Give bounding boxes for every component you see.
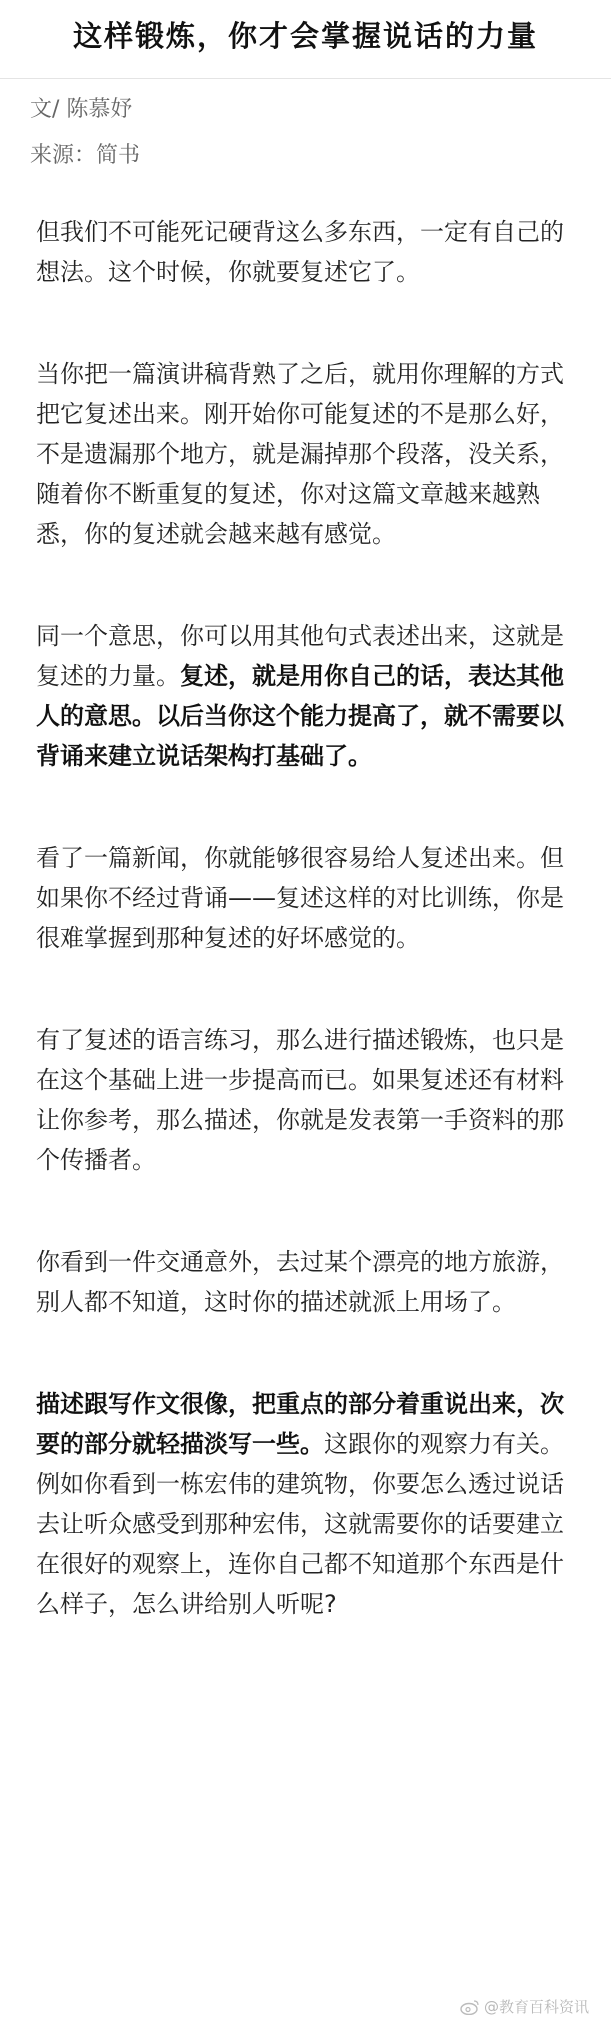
paragraph bbox=[36, 1242, 576, 1322]
watermark-text: @教育百科资讯 bbox=[483, 1998, 589, 2016]
watermark bbox=[460, 1996, 589, 2017]
weibo-icon bbox=[460, 1999, 480, 2015]
bold-text: 描述跟写作文很像，把重点的部分着重说出来，次要的部分就轻描淡写一些。 bbox=[36, 1390, 564, 1458]
paragraph-text: 看了一篇新闻，你就能够很容易给人复述出来。但如果你不经过背诵——复述这样的对比训练，你是很难掌握到那种复述的好坏感觉的。 bbox=[36, 844, 564, 952]
paragraph bbox=[36, 1384, 576, 1624]
paragraph-text: 但我们不可能死记硬背这么多东西，一定有自己的想法。这个时候，你就要复述它了。 bbox=[36, 218, 564, 286]
article-title: 这样锻炼，你才会掌握说话的力量 bbox=[72, 19, 538, 53]
source-line: 来源：简书 bbox=[30, 143, 141, 168]
paragraph-text: 当你把一篇演讲稿背熟了之后，就用你理解的方式把它复述出来。刚开始你可能复述的不是那么好，不是遗漏那个地方，就是漏掉那个段落，没关系，随着你不断重复的复述，你对这篇文章越来越熟悉，你的复述就会越来越有感觉。 bbox=[36, 360, 564, 548]
paragraph bbox=[36, 1020, 576, 1180]
author-line: 文/ 陈慕妤 bbox=[30, 97, 133, 122]
title-bar bbox=[0, 0, 611, 79]
paragraph bbox=[36, 212, 576, 292]
bold-text: 复述，就是用你自己的话，表达其他人的意思。以后当你这个能力提高了，就不需要以背诵来建立说话架构打基础了。 bbox=[36, 662, 564, 770]
paragraph-text: 同一个意思，你可以用其他句式表述出来，这就是复述的力量。 bbox=[36, 622, 564, 690]
article-body bbox=[36, 212, 576, 1686]
paragraph bbox=[36, 838, 576, 958]
paragraph-text: 你看到一件交通意外，去过某个漂亮的地方旅游，别人都不知道，这时你的描述就派上用场了。 bbox=[36, 1248, 564, 1316]
paragraph bbox=[36, 354, 576, 554]
paragraph bbox=[36, 616, 576, 776]
paragraph-text: 这跟你的观察力有关。例如你看到一栋宏伟的建筑物，你要怎么透过说话去让听众感受到那种宏伟，这就需要你的话要建立在很好的观察上，连你自己都不知道那个东西是什么样子，怎么讲给别人听呢? bbox=[36, 1430, 564, 1618]
paragraph-text: 有了复述的语言练习，那么进行描述锻炼，也只是在这个基础上进一步提高而已。如果复述还有材料让你参考，那么描述，你就是发表第一手资料的那个传播者。 bbox=[36, 1026, 564, 1174]
